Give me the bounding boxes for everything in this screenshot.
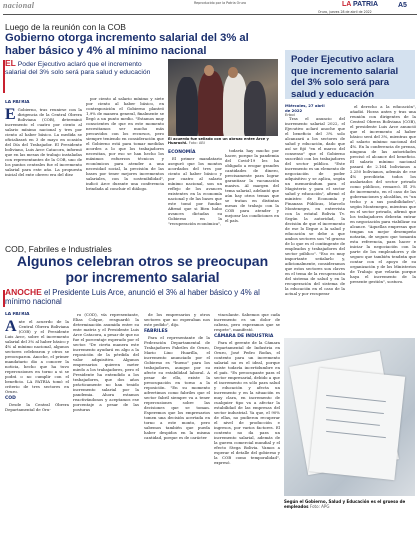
story2-col1b-text: Desde la Central Obrera Departamental de Oru- (5, 402, 69, 412)
story1-dropcap: E (5, 106, 16, 123)
story1-column-2 (86, 96, 164, 240)
story2-col2-text: ro (COD), vía representante, Elias Colque, resguardó la determinación asumida entre su ente matriz y el Presidente Luis Arce Catacora, a pesar de que no fue el porcentaje esperado por el sector. "De cierta manera este incremento ayudará en algo a la reposición de la pérdida del valor adquisitivo. Algunos empresarios quieren meter miedo a los trabajadores, pero el Presidente ha entendido a los trabajadores, que dos años prácticamente no han tenido incremento salarial por la pandemia. Ahora estamos reactivándonos y aceptamos ese porcentaje a pesar de las posturas (73, 312, 139, 412)
story1-column-3 (168, 148, 222, 240)
story2-col4b-text: Para el gerente de la Cámara Departamental de Industria en Oruro, José Pedro Rodas, el contexto para un incremento salarial no es el ideal, porque existe todavía incertidumbre en el país. "Es preocupante para el sector empresarial, debido a que el incremento es sólo para salud y educación y afecta un incremento y en la situación es muy clara, en incremento de cualquier tipo va a afectar la estabilidad de las empresas del sector industrial. Ya que, el 90% de ellas, no pudieron recuperar el nivel de producción e ingresos, por varios factores. El contexto no da para un incremento salarial, además de la guerra comercial mundial y el efecto Stega Bolivia. Vamos a esperar el detalle del gobierno y la COB como temporalidad", expresó. (214, 340, 280, 465)
story2-lead (5, 288, 280, 307)
sidebar-headline-box (285, 50, 415, 99)
sidebar-source: Erbol (285, 112, 295, 118)
page-number: A5 (398, 2, 407, 9)
story1-column-1 (5, 100, 82, 240)
story2-subhead-camara: CÁMARA DE INDUSTRIA (214, 334, 274, 339)
story1-kicker: Luego de la reunión con la COB (5, 22, 126, 32)
logo-prefix: LA (342, 1, 352, 8)
story2-byline: LA PATRIA (5, 312, 30, 317)
story2-dropcap: A (5, 318, 17, 335)
logo-name: PATRIA (353, 1, 379, 8)
sidebar-col-b-text: el derecho a la educación", añadió. Horas antes y tras una reunión con dirigentes de la Central Obrera Boliviana (COB), el presidente Luis Arce anunció que el incremento al haber básico será del 3%, mientras que al salario mínimo nacional del 4%. En la conferencia de prensa, ninguna de las autoridades precisó el alcance del beneficio. El salario mínimo nacional pasará de 2.164 bolivianos a 2.250 bolivianos, además de ese 4% percibirán todos los asalariados del sector privado como públicos, remarcó. El 3% de incremento, en el caso de las gobernaciones y alcaldías, es "un techo y a sus posibilidades", según Montenegro, mientras que en el sector privado, afirmó que los trabajadores deberán entrar en negociación para viabilizar su alcance. "Aquellas empresas que tengan un mejor desempeño notarán, de seguro que tomarán esta referencia, para hacer e iniciar la negociación con la parte de los empleadores y de seguro que también tendrán que contar con el apoyo de su organización y de los Ministerios de Trabajo que velarán porque haya el incremento de la presente gestión", sostuvo. (350, 104, 416, 284)
story1-lead-text: Poder Ejecutivo aclaró que el incremento salarial del 3% solo será para salud y educación (5, 61, 151, 77)
story2-column-4 (214, 312, 280, 532)
story2-headline: Algunos celebran otros se preocupan por incremento salarial (16, 253, 269, 285)
story2-kicker: COD, Fabriles e Industriales (5, 244, 112, 254)
story1-photo-caption (168, 137, 278, 146)
story2-column-1 (5, 312, 69, 532)
story1-col3-text: El primer mandatario aseguró que los montos acordados del tres por ciento al haber básico y por cuatro al salario mínimo nacional, son un reflejo de los avances existentes en la economía nacional y de las bases que este tomó por fundar. Afirmó que si Bien hubo avances dictadas su Gobierno en la "recuperación económica", (168, 156, 222, 226)
story1-lead-tag: EL (5, 58, 16, 68)
story2-col3b-text: Para el representante de la Federación Departamental de Trabajadores Fabriles de Oruro, Mario Lino Huarilla, el incremento anunciado por el Gobierno es "bueno" para los trabajadores, aunque por su afecte su estabilidad laboral. A pesar de ello, existe la preocupación en torno a la reposición. "En su momento advertimos como fabriles que el sector fabril siempre va a tener repercusiones sobre las decisiones que se toman. Esperemos que los empresarios tomen una decisión acertada en torno a este monto, pero sabemos también que pueda haber despidos en la misma cantidad, porque es de carácter (144, 335, 210, 440)
story1-col2-text: por ciento al salario mínimo y siete por ciento al haber básico, en contraposición el Gobierno planteó 1,9% de manera general, finalmente se llegó a un punto medio. "Estamos muy conscientes de que en este momento necesitamos ser mucho más precavidos con los recursos, pero siempre teniendo en consideración que el Gobierno está para tomar medidas acordes a lo que los trabajadores necesitan, por eso se han hecho los máximos esfuerzos técnicos y económicos para atender a una necesidad social, la precisión de las bases por tener mejores incrementos salariales, con la sostenibilidad", indicó Arce durante una conferencia brindada al concluir el diálogo. (86, 96, 164, 191)
story1-lead (5, 59, 165, 77)
sidebar-date: Miércoles, 27 abril de 2022 (285, 103, 325, 113)
story2-photo-credit: Foto: APG (309, 504, 330, 509)
story2-column-3 (144, 312, 210, 532)
story2-subhead-cod: COD (5, 396, 16, 401)
story2-column-2 (73, 312, 139, 532)
sidebar-col-a-text: Tras el anuncio del incremento salarial 2022, el Ejecutivo aclaró anoche que el beneficio del 3% solo alcanzará a los sectores de salud y educación, dado que así se fijó "en el marco del consenso" que el Gobierno suscribió con los trabajadores del sector público. "Este incremento es un elemento de negociación de poder adquisitivo y se aplica, según un memorándum para el Magisterio y para el sector salud y educación", afirmó el ministro de Economía y Finanzas Públicas, Marcelo Montenegro, en entrevista con la estatal Bolivia Tv. Según la autoridad, la decisión de que el incremento de ese lo llegue a la salud y educación se debe a que ambos sectores son "el grueso de lo que es el contingente de empleados y trabajadores del sector público". "Eso es muy importante señalarlo y, adicionalmente, consideramos que estos sectores son claves en el tema de la recuperación del sistema de salud y en la recuperación del sistema de la educación en el caso de la actual y por recuperar (285, 116, 345, 296)
story1-col1-text: Gobierno, tras reunirse con la dirigencia de la Central Obrera Boliviana (COB), determinó incremento el cuatro por ciento al salario mínimo nacional y tres por ciento al haber básico. La medida se oficializará en 3 de mayo en ocasión del Día del Trabajador. El Presidente boliviano, Luis Arce Catacora, informó que en las mesas de trabajo instaladas con representantes de la COB, uno de los puntos centrales fue el incremento salarial para este año. La propuesta inicial del ente obrero era del diez (5, 107, 82, 177)
sidebar-column-1 (285, 116, 345, 332)
story2-col4-text: vinculante. Sabemos que cada incremento es un dolor de cabeza, pero esperamos que se respete", manifestó. (214, 312, 280, 332)
story2-photo (284, 338, 415, 496)
story2-caption-text: Según el Gobierno, Salud y Educación es el grueso de empleados (284, 499, 406, 509)
story1-photo (168, 59, 278, 136)
story1-byline: LA PATRIA (5, 100, 30, 105)
sidebar-title: Poder Ejecutivo aclara que incremento salarial del 3% solo será para salud y educación (291, 54, 399, 100)
story1-subhead-economia: ECONOMÍA (168, 150, 196, 155)
story1-col4-text: todavía hay mucho por hacer, porque la pandemia del Covid-19 les ha obligado a erogar grandes cantidades de dinero, precisamente para lograr garantizar la vacunación masiva. Al margen del tema salarial, adelantó que aún hay otros temas que se tratan en distintas mesas de trabajo con la COB para atender y mejorar las condiciones en el país. (225, 148, 279, 223)
story1-caption-text: El acuerdo fue sellado con un abrazo entre Arce y Huarachi. (168, 137, 269, 146)
sidebar-column-2 (350, 104, 416, 332)
masthead-logo (342, 1, 378, 8)
story1-photo-credit: Foto: ABI (188, 141, 205, 146)
sponsor-note: Reproducido por la Patria Oruro (194, 1, 246, 5)
header-divider (3, 14, 417, 15)
story2-col3-text: de los empresarios y otros sectores que no esperaban nos este pedido", dijo. (144, 312, 210, 327)
section-label: nacional (3, 1, 35, 10)
story2-photo-caption (284, 499, 415, 509)
page-date: Oruro, jueves 28 de abril de 2022 (318, 10, 372, 14)
story2-lead-text: el Presidente Luis Arce, anunció el 3% al haber básico y 4% al mínimo nacional (5, 288, 260, 307)
page-header (0, 0, 420, 14)
story2-subhead-fabriles: FABRILES (144, 329, 168, 334)
story1-headline: Gobierno otorga incremento salarial del 3% al haber básico y 4% al mínimo nacional (5, 32, 249, 57)
story2-col1-text: nte el acuerdo de la Central Obrera Boliviana (COB) y el Presidente Luis Arce, sobre el incremento salarial del 3% al haber básico y 4% al mínimo nacional, algunos sectores celebraron y otros se preocuparon. Anoche, el primer mandatario dio a conocer la noticia, hecho que ha tuvo repercusiones en torno a si se podrá o no cumplir con el beneficio. LA PATRIA tomó el criterio de tres sectores en Oruro. (5, 319, 69, 394)
story2-lead-tag: ANOCHE (5, 287, 42, 297)
story1-column-4 (225, 148, 279, 240)
